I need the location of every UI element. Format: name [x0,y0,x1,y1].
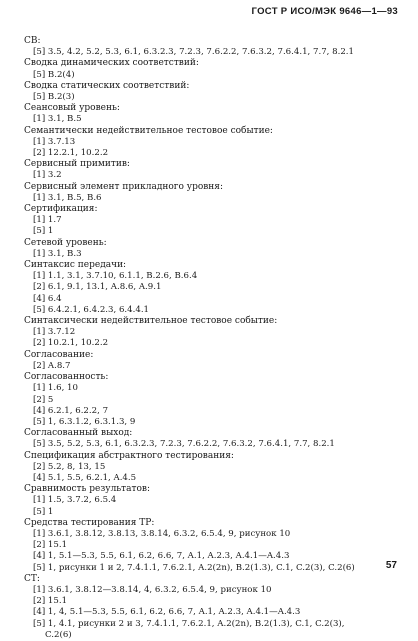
index-reference: [5] 6.4.2.1, 6.4.2.3, 6.4.4.1 [33,304,150,315]
index-term: Согласованный выход: [24,428,133,439]
index-reference: [1] 3.1, B.5 [33,114,82,125]
index-term: СТ: [24,573,40,584]
index-reference: [5] B.2(4) [33,69,75,80]
index-term: Согласованность: [24,372,109,383]
index-term: Спецификация абстрактного тестирования: [24,450,234,461]
index-term: Сравнимость результатов: [24,484,151,495]
index-term: Сервисный элемент прикладного уровня: [24,181,224,192]
index-reference: [1] 3.6.1, 3.8.12—3.8.14, 4, 6.3.2, 6.5.4, 9, рисунок 10 [33,584,272,595]
index-reference: [5] 1 [33,226,54,237]
index-reference-continuation: C.2(6) [45,629,72,640]
index-content [24,36,402,641]
index-term: Сеансовый уровень: [24,103,120,114]
index-reference: [1] 3.2 [33,170,62,181]
index-reference: [5] B.2(3) [33,92,75,103]
index-reference: [1] 3.7.13 [33,136,76,147]
index-term: Сводка динамических соответствий: [24,58,199,69]
index-reference: [2] 10.2.1, 10.2.2 [33,338,109,349]
index-reference: [1] 1.6, 10 [33,383,78,394]
index-reference: [2] 5 [33,394,54,405]
index-reference: [4] 1, 4, 5.1—5.3, 5.5, 6.1, 6.2, 6.6, 7, A.1, A.2.3, A.4.1—A.4.3 [33,607,301,618]
index-term: Средства тестирования ТР: [24,517,155,528]
index-term: Синтаксически недействительное тестовое событие: [24,316,278,327]
index-term: Сетевой уровень: [24,237,107,248]
index-reference: [5] 1, 4.1, рисунки 2 и 3, 7.4.1.1, 7.6.2.1, A.2(2n), B.2(1.3), C.1, C.2(3), [33,618,345,629]
index-reference: [4] 1, 5.1—5.3, 5.5, 6.1, 6.2, 6.6, 7, A.1, A.2.3, A.4.1—A.4.3 [33,551,290,562]
index-term: СВ: [24,36,41,46]
index-reference: [4] 6.2.1, 6.2.2, 7 [33,405,109,416]
index-term: Сервисный примитив: [24,159,130,170]
index-reference: [2] A.8.7 [33,360,71,371]
index-reference: [1] 3.7.12 [33,327,76,338]
index-term: Семантически недействительное тестовое событие: [24,125,273,136]
index-reference: [5] 3.5, 4.2, 5.2, 5.3, 6.1, 6.3.2.3, 7.2.3, 7.6.2.2, 7.6.3.2, 7.6.4.1, 7.7, 8.2.1 [33,47,354,58]
index-reference: [5] 3.5, 5.2, 5.3, 6.1, 6.3.2.3, 7.2.3, 7.6.2.2, 7.6.3.2, 7.6.4.1, 7.7, 8.2.1 [33,439,335,450]
page-number: 57 [385,560,397,571]
index-reference: [4] 5.1, 5.5, 6.2.1, A.4.5 [33,472,137,483]
index-reference: [5] 1, рисунки 1 и 2, 7.4.1.1, 7.6.2.1, A.2(2n), B.2(1.3), C.1, C.2(3), C.2(6) [33,562,355,573]
index-reference: [2] 15.1 [33,540,68,551]
index-reference: [2] 5.2, 8, 13, 15 [33,461,106,472]
page-header: ГОСТ Р ИСО/МЭК 9646—1—93 [251,6,398,17]
index-reference: [2] 12.2.1, 10.2.2 [33,148,109,159]
index-reference: [2] 15.1 [33,596,68,607]
index-reference: [4] 6.4 [33,293,62,304]
index-reference: [1] 3.1, B.5, B.6 [33,192,102,203]
index-reference: [1] 1.1, 3.1, 3.7.10, 6.1.1, B.2.6, B.6.4 [33,271,198,282]
index-term: Сводка статических соответствий: [24,80,190,91]
index-term: Синтаксис передачи: [24,260,127,271]
index-reference: [5] 1 [33,506,54,517]
index-reference: [2] 6.1, 9.1, 13.1, A.8.6, A.9.1 [33,282,162,293]
index-term: Согласование: [24,349,94,360]
index-reference: [1] 1.7 [33,215,62,226]
index-term: Сертификация: [24,204,98,215]
index-reference: [1] 3.1, B.3 [33,248,82,259]
index-reference: [1] 3.6.1, 3.8.12, 3.8.13, 3.8.14, 6.3.2, 6.5.4, 9, рисунок 10 [33,528,291,539]
index-reference: [1] 1.5, 3.7.2, 6.5.4 [33,495,117,506]
index-reference: [5] 1, 6.3.1.2, 6.3.1.3, 9 [33,416,136,427]
